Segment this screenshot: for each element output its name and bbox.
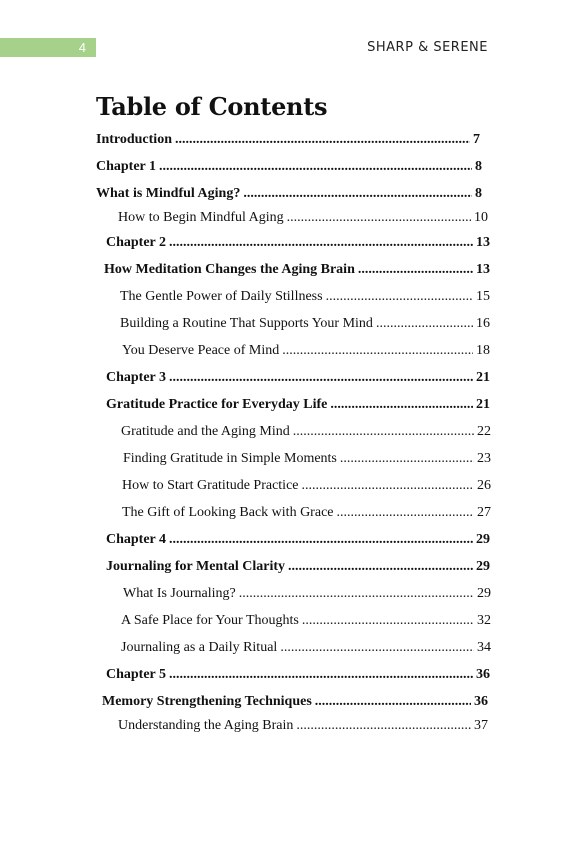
toc-entry-text: Chapter 2 [106,235,167,250]
toc-leader [330,396,473,414]
toc-leader [169,369,473,387]
toc-leader [169,531,473,549]
toc-entry-page: 15 [476,289,490,304]
toc-leader [376,315,473,333]
toc-entry-how-to-start-gratitude-practice[interactable] [122,477,491,495]
toc-entry-text: Chapter 4 [106,532,167,547]
toc-entry-page: 37 [474,718,488,733]
toc-entry-page: 10 [474,210,488,225]
toc-entry-page: 29 [476,559,490,574]
toc-entry-page: 7 [473,132,480,147]
toc-entry-chapter-4[interactable] [106,531,490,549]
toc-leader [243,185,472,203]
toc-leader [302,477,474,495]
toc-leader [315,693,471,711]
toc-entry-journaling-for-mental-clarity[interactable] [106,558,490,576]
toc-leader [337,504,475,522]
toc-entry-the-gift-of-looking-back-with-grace[interactable] [122,504,491,522]
toc-entry-text: Building a Routine That Supports Your Mind [120,316,373,331]
toc-entry-text: Gratitude and the Aging Mind [121,424,290,439]
toc-entry-page: 36 [476,667,490,682]
toc-entry-page: 13 [476,262,490,277]
toc-leader [169,666,473,684]
toc-entry-text: A Safe Place for Your Thoughts [121,613,299,628]
toc-entry-text: You Deserve Peace of Mind [122,343,280,358]
page-number: 4 [78,40,86,55]
toc-entry-page: 29 [476,532,490,547]
toc-leader [175,131,470,149]
toc-entry-how-to-begin-mindful-aging[interactable] [118,209,488,227]
toc-entry-page: 34 [477,640,491,655]
toc-leader [280,639,474,657]
toc-entry-text: What is Mindful Aging? [96,186,241,201]
toc-entry-text: How Meditation Changes the Aging Brain [104,262,355,277]
toc-entry-a-safe-place-for-your-thoughts[interactable] [121,612,491,630]
toc-entry-text: Journaling for Mental Clarity [106,559,286,574]
toc-entry-page: 27 [477,505,491,520]
toc-entry-gratitude-and-the-aging-mind[interactable] [121,423,491,441]
toc-entry-text: Memory Strengthening Techniques [102,694,312,709]
toc-entry-chapter-1[interactable] [96,158,482,176]
toc-entry-page: 22 [477,424,491,439]
toc-title: Table of Contents [96,92,328,121]
toc-leader [288,558,473,576]
toc-entry-journaling-as-a-daily-ritual[interactable] [121,639,491,657]
toc-entry-the-gentle-power-of-daily-stillness[interactable] [120,288,490,306]
toc-entry-chapter-5[interactable] [106,666,490,684]
toc-leader [326,288,473,306]
toc-entry-what-is-mindful-aging[interactable] [96,185,482,203]
toc-entry-introduction[interactable] [96,131,480,149]
toc-entry-how-meditation-changes-the-aging-brain[interactable] [104,261,490,279]
toc-entry-what-is-journaling[interactable] [123,585,491,603]
toc-entry-text: Understanding the Aging Brain [118,718,294,733]
toc-leader [340,450,474,468]
toc-leader [296,717,471,735]
toc-entry-page: 32 [477,613,491,628]
page-number-tab [0,38,96,57]
toc-entry-text: Journaling as a Daily Ritual [121,640,278,655]
toc-entry-text: Finding Gratitude in Simple Moments [123,451,337,466]
toc-entry-page: 16 [476,316,490,331]
toc-leader [159,158,472,176]
toc-entry-understanding-the-aging-brain[interactable] [118,717,488,735]
toc-entry-page: 21 [476,370,490,385]
toc-entry-text: How to Begin Mindful Aging [118,210,284,225]
toc-entry-text: Gratitude Practice for Everyday Life [106,397,328,412]
toc-entry-text: Chapter 1 [96,159,157,174]
running-head: SHARP & SERENE [367,40,488,55]
toc-leader [287,209,471,227]
toc-entry-page: 21 [476,397,490,412]
toc-entry-page: 18 [476,343,490,358]
toc-entry-text: The Gentle Power of Daily Stillness [120,289,323,304]
toc-entry-text: What Is Journaling? [123,586,236,601]
toc-entry-text: Introduction [96,132,172,147]
toc-leader [239,585,474,603]
toc-entry-chapter-2[interactable] [106,234,490,252]
toc-entry-finding-gratitude-in-simple-moments[interactable] [123,450,491,468]
toc-entry-page: 8 [475,159,482,174]
toc-entry-gratitude-practice-for-everyday-life[interactable] [106,396,490,414]
toc-leader [293,423,474,441]
toc-entry-page: 36 [474,694,488,709]
toc-entry-page: 23 [477,451,491,466]
toc-entry-page: 29 [477,586,491,601]
toc-entry-page: 8 [475,186,482,201]
toc-entry-text: Chapter 5 [106,667,167,682]
toc-entry-page: 13 [476,235,490,250]
toc-entry-text: The Gift of Looking Back with Grace [122,505,334,520]
toc-leader [302,612,474,630]
toc-leader [282,342,473,360]
toc-entry-page: 26 [477,478,491,493]
toc-entry-memory-strengthening-techniques[interactable] [102,693,488,711]
toc-entry-text: How to Start Gratitude Practice [122,478,299,493]
toc-leader [169,234,473,252]
toc-entry-building-a-routine-that-supports-your-mind[interactable] [120,315,490,333]
toc-leader [358,261,473,279]
toc-entry-text: Chapter 3 [106,370,167,385]
toc-entry-chapter-3[interactable] [106,369,490,387]
toc-entry-you-deserve-peace-of-mind[interactable] [122,342,490,360]
